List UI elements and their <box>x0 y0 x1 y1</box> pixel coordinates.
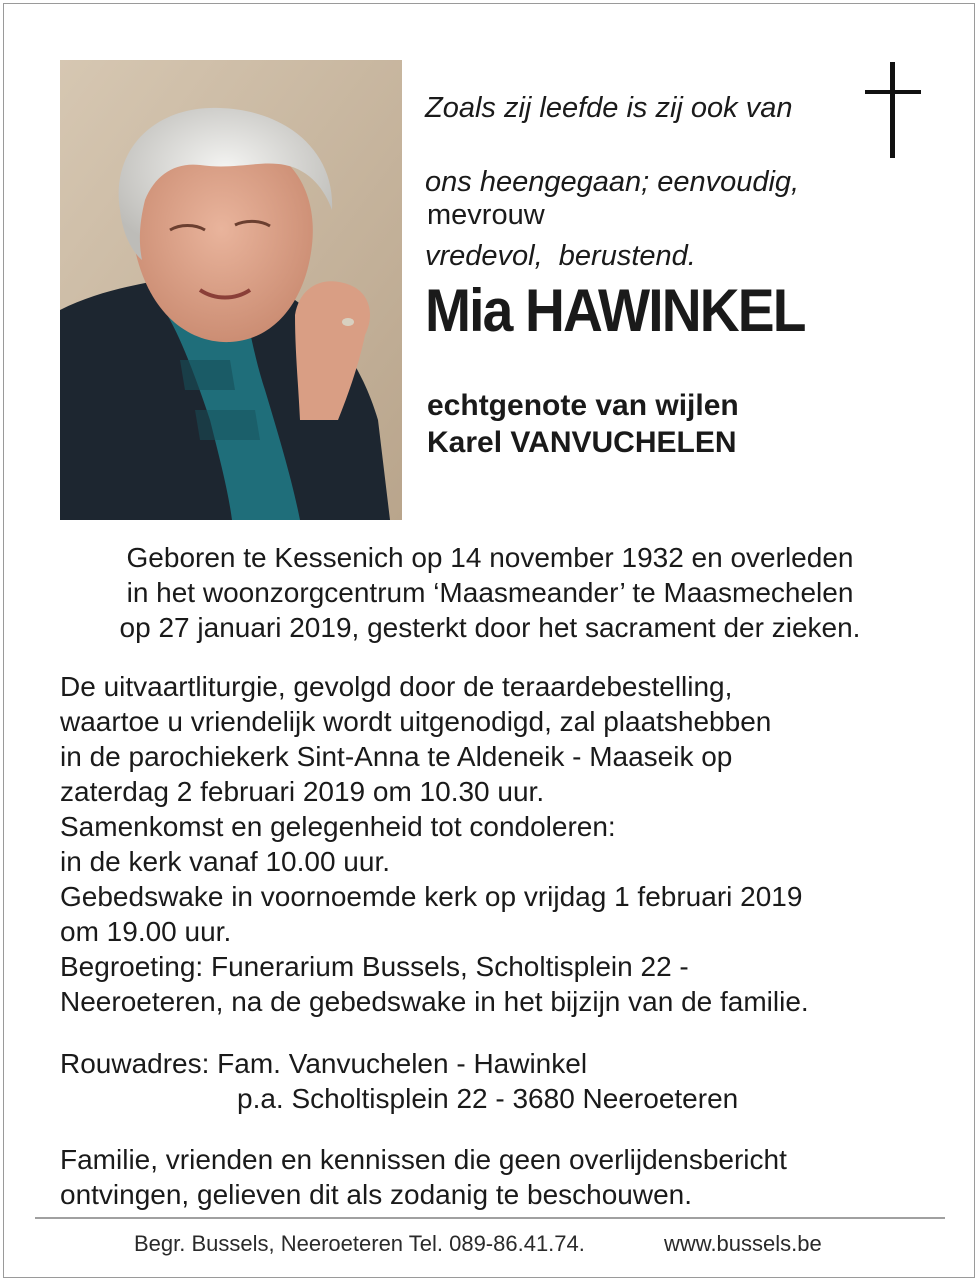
address-line: p.a. Scholtisplein 22 - 3680 Neeroeteren <box>237 1083 739 1114</box>
family-note <box>60 1142 787 1212</box>
undertaker-info: Begr. Bussels, Neeroeteren Tel. 089-86.41.74. <box>134 1231 585 1256</box>
funeral-line: Samenkomst en gelegenheid tot condoleren: <box>60 811 616 842</box>
funeral-line: Neeroeteren, na de gebedswake in het bijzijn van de familie. <box>60 986 809 1017</box>
footer-divider <box>35 1217 945 1219</box>
portrait-photo <box>60 60 402 520</box>
quote-line: Zoals zij leefde is zij ook van <box>425 92 793 124</box>
funeral-line: waartoe u vriendelijk wordt uitgenodigd, zal plaatshebben <box>60 706 772 737</box>
funeral-line: De uitvaartliturgie, gevolgd door de teraardebestelling, <box>60 671 733 702</box>
funeral-line: Gebedswake in voornoemde kerk op vrijdag 1 februari 2019 <box>60 881 803 912</box>
honorific: mevrouw <box>427 199 545 231</box>
mourning-address <box>60 1046 738 1116</box>
quote-line: vredevol, berustend. <box>425 240 696 272</box>
family-note-line: Familie, vrienden en kennissen die geen overlijdensbericht <box>60 1144 787 1175</box>
family-note-line: ontvingen, gelieven dit als zodanig te beschouwen. <box>60 1179 692 1210</box>
memorial-quote <box>425 53 845 312</box>
funeral-line: Begroeting: Funerarium Bussels, Scholtisplein 22 - <box>60 951 689 982</box>
birth-death-line: Geboren te Kessenich op 14 november 1932 en overleden <box>126 542 854 573</box>
birth-death-line: op 27 januari 2019, gesterkt door het sacrament der zieken. <box>119 612 861 643</box>
birth-death-line: in het woonzorgcentrum ‘Maasmeander’ te Maasmechelen <box>126 577 854 608</box>
spouse-name: Karel VANVUCHELEN <box>427 426 737 459</box>
website-link[interactable]: www.bussels.be <box>664 1231 822 1256</box>
funeral-line: zaterdag 2 februari 2019 om 10.30 uur. <box>60 776 545 807</box>
cross-icon <box>863 62 923 162</box>
birth-death-details <box>30 540 950 645</box>
spouse-info <box>427 387 739 461</box>
funeral-details <box>60 669 809 1019</box>
funeral-line: in de kerk vanaf 10.00 uur. <box>60 846 390 877</box>
quote-line: ons heengegaan; eenvoudig, <box>425 166 800 198</box>
funeral-line: in de parochiekerk Sint-Anna te Aldeneik - Maaseik op <box>60 741 733 772</box>
deceased-name: Mia HAWINKEL <box>425 277 805 344</box>
address-line: Rouwadres: Fam. Vanvuchelen - Hawinkel <box>60 1048 588 1079</box>
relation-label: echtgenote van wijlen <box>427 389 739 422</box>
funeral-line: om 19.00 uur. <box>60 916 232 947</box>
footer <box>134 1229 822 1259</box>
